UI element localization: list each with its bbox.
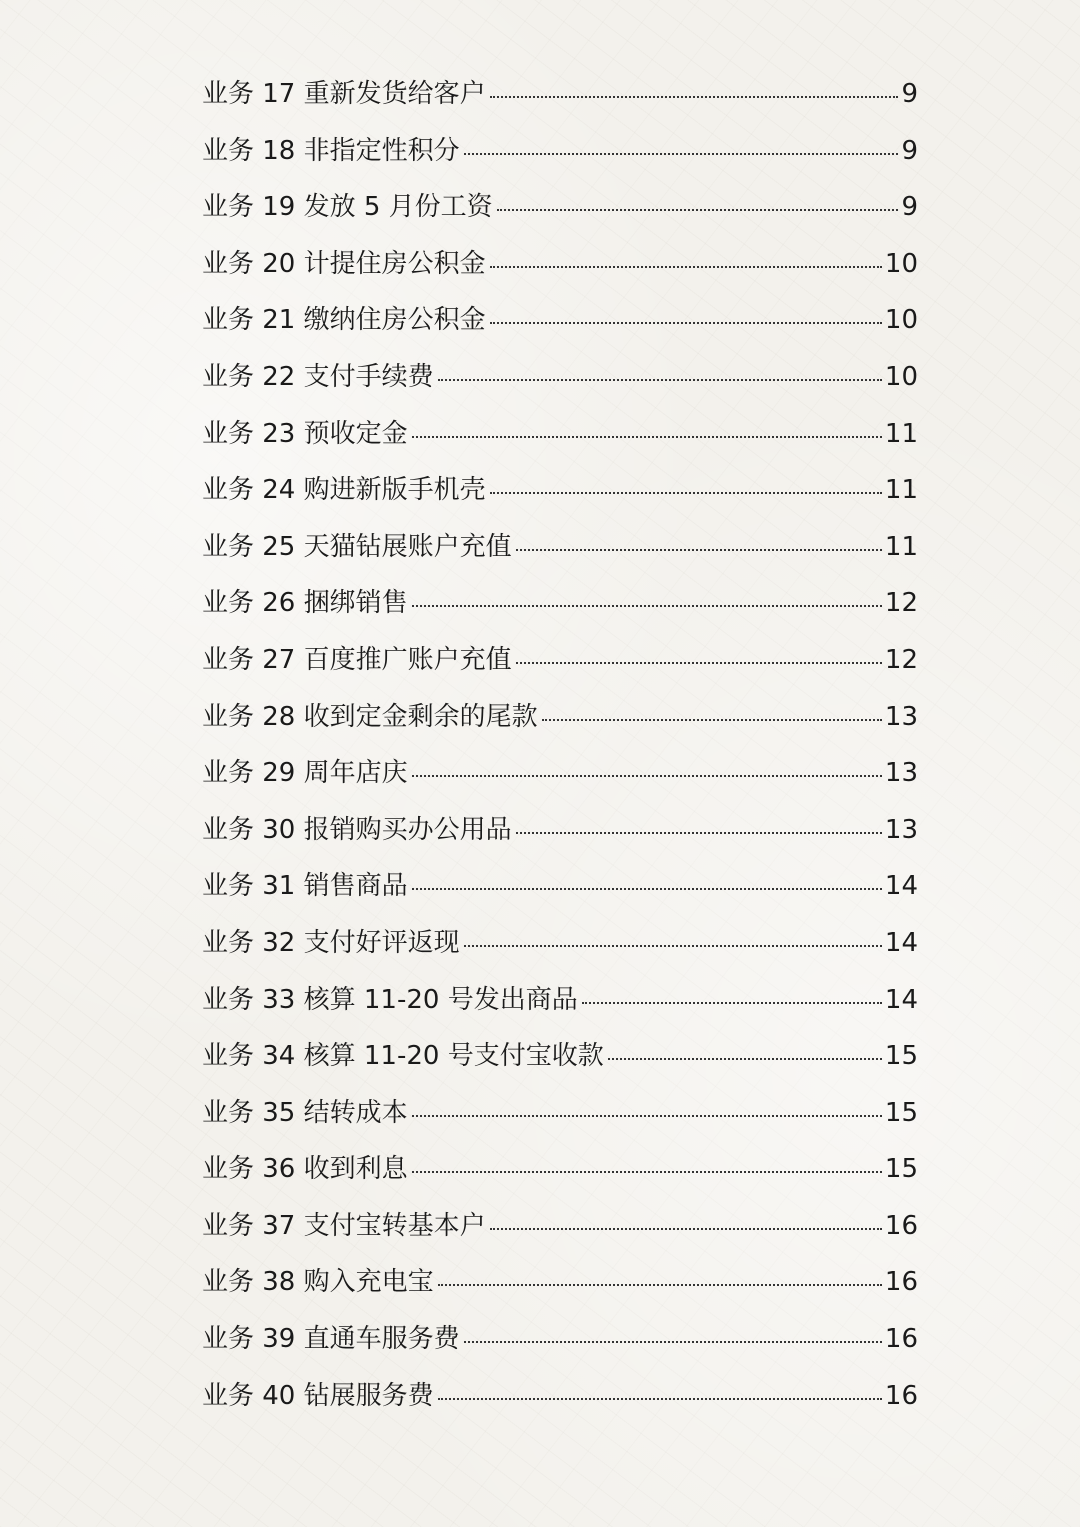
dot-leader <box>490 95 899 98</box>
toc-entry-page: 16 <box>884 1267 918 1298</box>
toc-entry-title: 业务 29 周年店庆 <box>202 758 408 789</box>
dot-leader <box>464 1340 882 1343</box>
toc-entry-title: 业务 31 销售商品 <box>202 871 408 902</box>
toc-entry-page: 14 <box>884 927 918 958</box>
toc-entry-page: 9 <box>901 79 918 109</box>
toc-entry[interactable] <box>202 745 918 802</box>
toc-entry[interactable] <box>202 292 918 349</box>
dot-leader <box>490 1227 882 1230</box>
toc-entry-title: 业务 18 非指定性积分 <box>202 135 460 166</box>
toc-entry-page: 12 <box>884 644 918 675</box>
toc-entry-page: 9 <box>901 192 918 223</box>
toc-entry-page: 13 <box>884 758 918 789</box>
toc-entry-page: 14 <box>884 871 918 902</box>
toc-entry[interactable] <box>202 179 918 236</box>
toc-entry-page: 11 <box>884 418 918 449</box>
dot-leader <box>582 1001 882 1004</box>
toc-entry[interactable] <box>202 406 918 463</box>
dot-leader <box>412 887 882 890</box>
toc-entry-page: 13 <box>884 814 918 845</box>
toc-entry[interactable] <box>202 575 918 632</box>
toc-entry-title: 业务 37 支付宝转基本户 <box>202 1210 486 1241</box>
toc-entry-title: 业务 20 计提住房公积金 <box>202 248 486 279</box>
toc-entry[interactable] <box>202 66 918 123</box>
dot-leader <box>438 1397 882 1400</box>
toc-entry-page: 15 <box>884 1041 918 1072</box>
toc-entry-page: 16 <box>884 1324 918 1355</box>
toc-entry-title: 业务 35 结转成本 <box>202 1097 408 1128</box>
toc-entry[interactable] <box>202 915 918 972</box>
toc-entry-title: 业务 28 收到定金剩余的尾款 <box>202 701 538 732</box>
toc-entry-page: 10 <box>884 248 918 279</box>
toc-entry[interactable] <box>202 519 918 576</box>
dot-leader <box>497 208 899 211</box>
toc-entry-title: 业务 33 核算 11-20 号发出商品 <box>202 984 578 1015</box>
toc-entry-page: 16 <box>884 1210 918 1241</box>
dot-leader <box>412 1114 882 1117</box>
dot-leader <box>516 661 882 664</box>
toc-entry-page: 11 <box>884 475 918 506</box>
toc-entry[interactable] <box>202 1141 918 1198</box>
toc-entry[interactable] <box>202 1254 918 1311</box>
dot-leader <box>490 265 882 268</box>
toc-entry[interactable] <box>202 972 918 1029</box>
toc-entry-page: 10 <box>884 361 918 392</box>
dot-leader <box>412 435 882 438</box>
toc-entry-page: 16 <box>884 1380 918 1411</box>
toc-entry[interactable] <box>202 349 918 406</box>
dot-leader <box>608 1057 882 1060</box>
toc-entry[interactable] <box>202 123 918 180</box>
dot-leader <box>438 1283 882 1286</box>
dot-leader <box>464 944 882 947</box>
toc-entry[interactable] <box>202 858 918 915</box>
toc-entry-title: 业务 21 缴纳住房公积金 <box>202 305 486 336</box>
toc-entry[interactable] <box>202 632 918 689</box>
dot-leader <box>412 604 882 607</box>
dot-leader <box>438 378 882 381</box>
dot-leader <box>464 152 899 155</box>
toc-entry-page: 11 <box>884 531 918 562</box>
toc-entry-title: 业务 36 收到利息 <box>202 1154 408 1185</box>
toc-entry-title: 业务 40 钻展服务费 <box>202 1380 434 1411</box>
toc-entry[interactable] <box>202 236 918 293</box>
dot-leader <box>412 774 882 777</box>
toc-entry-title: 业务 38 购入充电宝 <box>202 1267 434 1298</box>
table-of-contents <box>202 66 918 1424</box>
toc-entry-title: 业务 17 重新发货给客户 <box>202 79 486 109</box>
toc-entry-title: 业务 32 支付好评返现 <box>202 927 460 958</box>
toc-entry-title: 业务 25 天猫钻展账户充值 <box>202 531 512 562</box>
toc-entry-page: 15 <box>884 1154 918 1185</box>
toc-entry-page: 10 <box>884 305 918 336</box>
dot-leader <box>542 718 882 721</box>
dot-leader <box>516 548 882 551</box>
dot-leader <box>490 321 882 324</box>
dot-leader <box>412 1170 882 1173</box>
toc-entry[interactable] <box>202 462 918 519</box>
toc-entry[interactable] <box>202 1368 918 1425</box>
toc-entry-page: 13 <box>884 701 918 732</box>
toc-entry-title: 业务 34 核算 11-20 号支付宝收款 <box>202 1041 604 1072</box>
toc-entry[interactable] <box>202 1198 918 1255</box>
toc-entry[interactable] <box>202 1085 918 1142</box>
toc-entry-title: 业务 39 直通车服务费 <box>202 1324 460 1355</box>
toc-entry[interactable] <box>202 689 918 746</box>
dot-leader <box>516 831 882 834</box>
toc-entry-title: 业务 23 预收定金 <box>202 418 408 449</box>
toc-entry-title: 业务 30 报销购买办公用品 <box>202 814 512 845</box>
toc-entry-title: 业务 22 支付手续费 <box>202 361 434 392</box>
toc-entry[interactable] <box>202 802 918 859</box>
toc-entry-page: 14 <box>884 984 918 1015</box>
toc-entry[interactable] <box>202 1028 918 1085</box>
toc-entry-title: 业务 27 百度推广账户充值 <box>202 644 512 675</box>
toc-entry-page: 12 <box>884 588 918 619</box>
toc-entry-title: 业务 24 购进新版手机壳 <box>202 475 486 506</box>
toc-entry-title: 业务 26 捆绑销售 <box>202 588 408 619</box>
toc-entry-page: 9 <box>901 135 918 166</box>
dot-leader <box>490 491 882 494</box>
toc-entry[interactable] <box>202 1311 918 1368</box>
toc-entry-page: 15 <box>884 1097 918 1128</box>
toc-entry-title: 业务 19 发放 5 月份工资 <box>202 192 493 223</box>
